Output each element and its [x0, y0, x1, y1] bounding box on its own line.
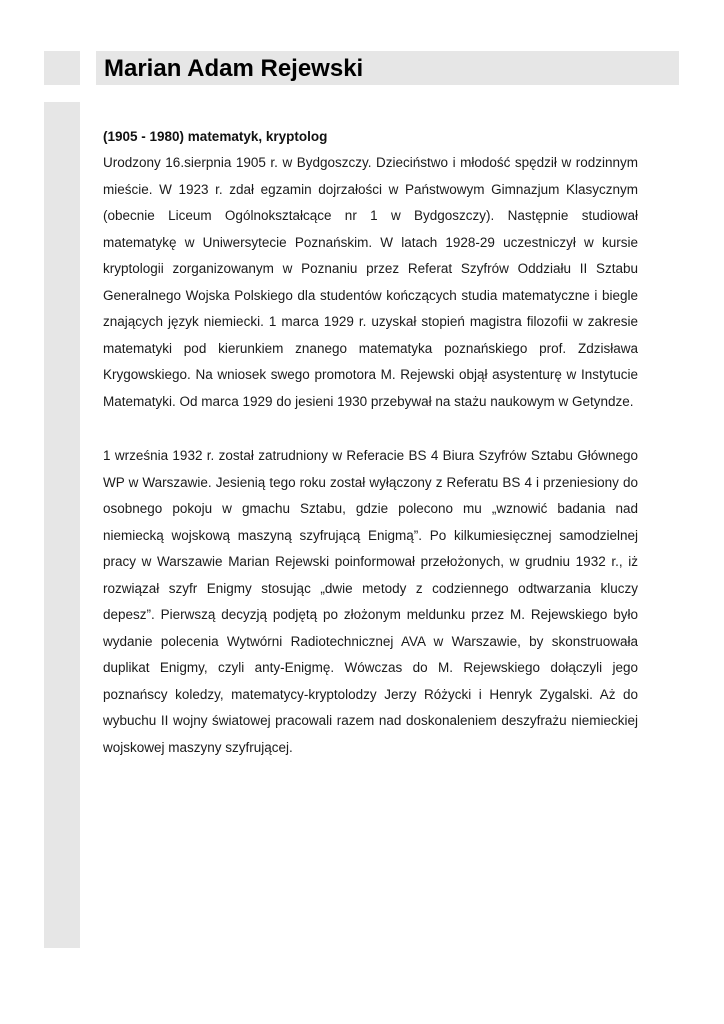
- paragraph-early-life: Urodzony 16.sierpnia 1905 r. w Bydgoszczy. Dzieciństwo i młodość spędził w rodzinnym mieście. W 1923 r. zdał egzamin dojrzałości w Państwowym Gimnazjum Klasycznym (obecnie Liceum Ogólnokształcące nr 1 w Bydgoszczy). Następnie studiował matematykę w Uniwersytecie Poznańskim. W latach 1928-29 uczestniczył w kursie kryptologii zorganizowanym w Poznaniu przez Referat Szyfrów Oddziału II Sztabu Generalnego Wojska Polskiego dla studentów kończących studia matematyczne i biegle znających język niemiecki. 1 marca 1929 r. uzyskał stopień magistra filozofii w zakresie matematyki pod kierunkiem znanego matematyka poznańskiego prof. Zdzisława Krygowskiego. Na wniosek swego promotora M. Rejewski objął asystenturę w Instytucie Matematyki. Od marca 1929 do jesieni 1930 przebywał na stażu naukowym w Getyndze.: [103, 155, 638, 409]
- title-bar: [96, 51, 679, 85]
- article-body: [103, 124, 638, 761]
- page-title: Marian Adam Rejewski: [104, 55, 364, 82]
- paragraph-enigma-work: 1 września 1932 r. został zatrudniony w Referacie BS 4 Biura Szyfrów Sztabu Głównego WP w Warszawie. Jesienią tego roku został wyłączony z Referatu BS 4 i przeniesiony do osobnego pokoju w gmachu Sztabu, gdzie polecono mu „wznowić badania nad niemiecką wojskową maszyną szyfrującą Enigmą”. Po kilkumiesięcznej samodzielnej pracy w Warszawie Marian Rejewski poinformował przełożonych, w grudniu 1932 r., iż rozwiązał szyfr Enigmy stosując „dwie metody z codziennego odtwarzania kluczy depesz”. Pierwszą decyzją podjętą po złożonym meldunku przez M. Rejewskiego było wydanie polecenia Wytwórni Radiotechnicznej AVA w Warszawie, by skonstruowała duplikat Enigmy, czyli anty-Enigmę. Wówczas do M. Rejewskiego dołączyli jego poznańscy koledzy, matematycy-kryptolodzy Jerzy Różycki i Henryk Zygalski. Aż do wybuchu II wojny światowej pracowali razem nad doskonaleniem deszyfrażu niemieckiej wojskowej maszyny szyfrującej.: [103, 448, 638, 755]
- decorative-side-block: [44, 51, 80, 85]
- decorative-side-bar: [44, 102, 80, 948]
- article-subtitle: (1905 - 1980) matematyk, kryptolog: [103, 129, 328, 144]
